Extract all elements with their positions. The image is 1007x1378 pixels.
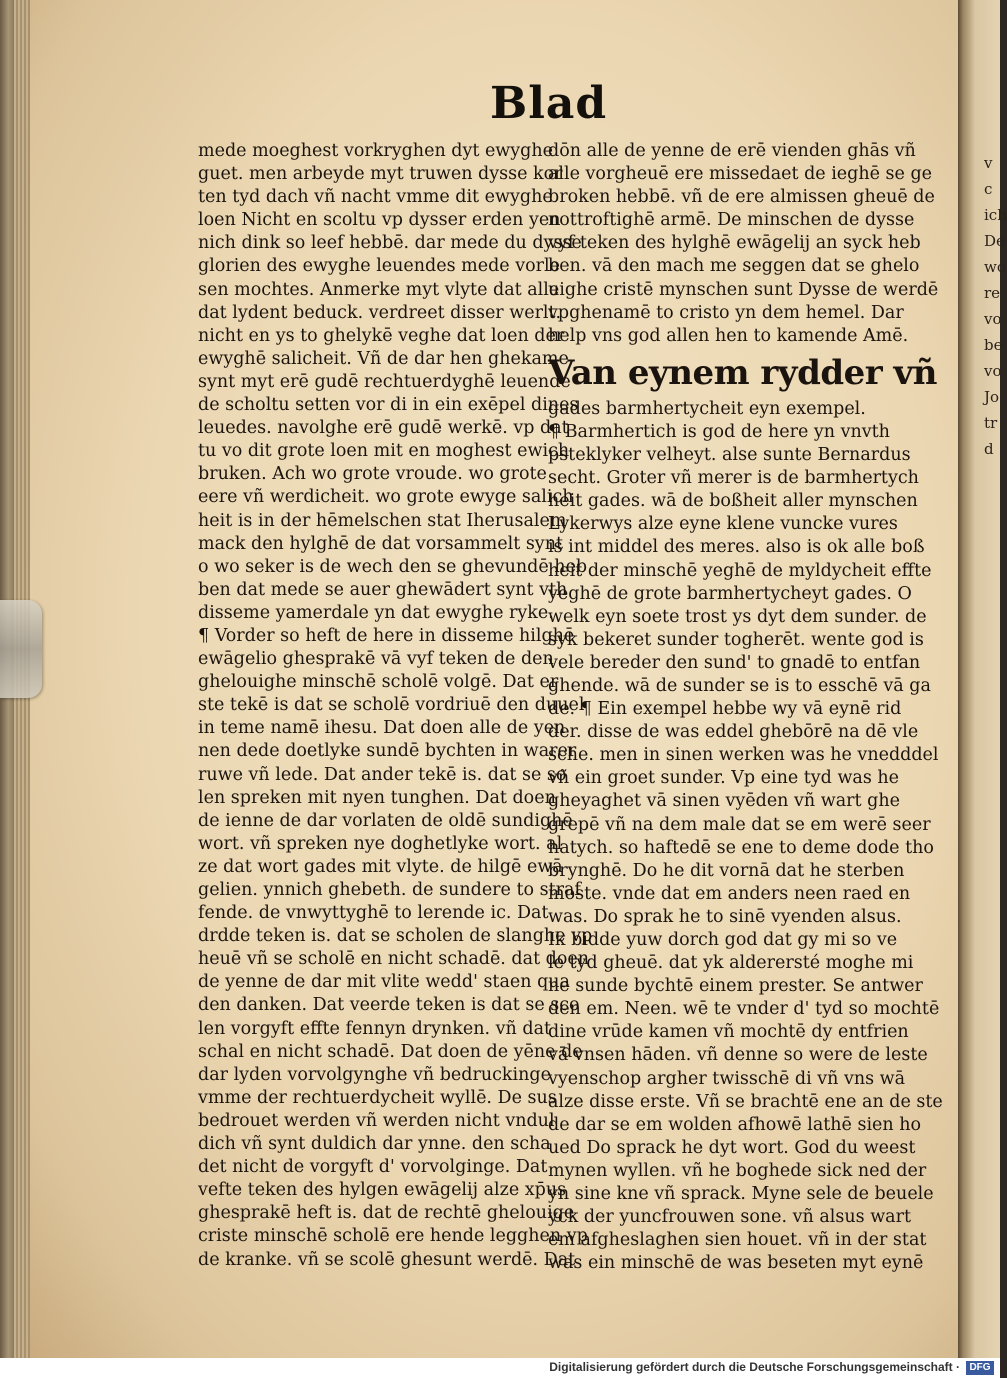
- text-line: hatych. so haftedē se ene to deme dode tho: [548, 837, 934, 858]
- text-line: ghelouighe minschē scholē volgē. Dat er: [198, 672, 559, 693]
- facing-text-fragment: be: [984, 336, 1003, 354]
- text-line: der. disse de was eddel ghebōrē na dē vle: [548, 722, 919, 743]
- text-line: bruken. Ach wo grote vroude. wo grote: [198, 464, 547, 485]
- text-line: den danken. Dat veerde teken is dat se sco: [198, 995, 580, 1016]
- facing-text-fragment: v: [984, 154, 993, 172]
- text-line: ten tyd dach vñ nacht vmme dit ewyghe: [198, 187, 553, 208]
- text-line: de kranke. vñ se scolē ghesunt werdē. Dat: [198, 1249, 576, 1270]
- text-line: ste tekē is dat se scholē vordriuē den duuel: [198, 695, 585, 716]
- text-line: gheyaghet vā sinen vyēden vñ wart ghe: [548, 791, 900, 812]
- text-line: len vorgyft effte fennyn drynken. vñ dat: [198, 1018, 552, 1039]
- text-line: ¶ Barmhertich is god de here yn vnvth: [548, 421, 890, 442]
- text-line: de. ¶ Ein exempel hebbe wy vā eynē rid: [548, 699, 902, 720]
- text-line: wort. vñ spreken nye doghetlyke wort. al: [198, 833, 563, 854]
- text-line: disseme yamerdale yn dat ewyghe ryke.: [198, 602, 554, 623]
- text-line: ued Do sprack he dyt wort. God du weest: [548, 1137, 916, 1158]
- right-column-top-text: [548, 140, 939, 348]
- text-line: was. Do sprak he to sinē vyenden alsus.: [548, 906, 902, 927]
- text-line: em afgheslaghen sien houet. vñ in der stat: [548, 1230, 927, 1251]
- text-line: ben. vā den mach me seggen dat se ghelo: [548, 256, 920, 277]
- text-line: gelien. ynnich ghebeth. de sundere to straf: [198, 880, 581, 900]
- text-line: heit gades. wā de boßheit aller mynschen: [548, 491, 918, 512]
- text-line: o wo seker is de wech den se ghevundē heb: [198, 556, 588, 577]
- text-line: sche. men in sinen werken was he vnedddel: [548, 745, 939, 766]
- left-text-column: [198, 140, 593, 1272]
- text-line: alze disse erste. Vñ se brachtē ene an de ste: [548, 1091, 943, 1112]
- text-line: de dar se em wolden afhowē lathē sien ho: [548, 1114, 922, 1135]
- text-line: ben dat mede se auer ghewādert synt vth: [198, 579, 568, 600]
- page-header: Blad: [490, 78, 608, 129]
- text-line: vmme der rechtuerdycheit wyllē. De sus: [198, 1087, 557, 1108]
- text-line: le tyd gheuē. dat yk alderersté moghe mi: [548, 953, 914, 974]
- text-line: vefte teken des hylgen ewāgelij alze xp̄us: [198, 1180, 567, 1201]
- text-line: ne sunde bychtē einem prester. Se antwer: [548, 976, 923, 997]
- right-text-column: [548, 140, 943, 1275]
- text-line: dōn alle de yenne de erē vienden ghās vñ: [548, 141, 916, 161]
- text-line: syk bekeret sunder togherēt. wente god is: [548, 629, 924, 650]
- facing-page-text: [984, 150, 1007, 462]
- facing-text-fragment: De: [984, 232, 1005, 250]
- text-line: yeghē de grote barmhertycheyt gades. O: [548, 583, 912, 604]
- text-line: yck der yuncfrouwen sone. vñ alsus wart: [548, 1207, 912, 1228]
- text-line: psteklyker velheyt. alse sunte Bernardus: [548, 445, 911, 466]
- text-line: broken hebbē. vñ de ere almissen gheuē de: [548, 187, 935, 208]
- text-line: vā vnsen hāden. vñ denne so were de leste: [548, 1045, 928, 1066]
- text-line: nottroftighē armē. De minschen de dysse: [548, 210, 915, 231]
- text-line: de ienne de dar vorlaten de oldē sundighē: [198, 810, 573, 831]
- text-line: brynghē. Do he dit vornā dat he sterben: [548, 860, 905, 881]
- text-line: vyenschop argher twisschē di vñ vns wā: [548, 1068, 906, 1089]
- text-line: dich vñ synt duldich dar ynne. den scha: [198, 1134, 551, 1155]
- text-line: nen dede doetlyke sundē bychten in warer: [198, 741, 577, 762]
- text-line: mede moeghest vorkryghen dyt ewyghe: [198, 141, 554, 161]
- text-line: vyf teken des hylghē ewāgelij an syck heb: [548, 233, 921, 254]
- text-line: ruwe vñ lede. Dat ander tekē is. dat se so: [198, 764, 567, 785]
- text-line: bedrouet werden vñ werden nicht vndul: [198, 1110, 555, 1131]
- text-line: Ik bidde yuw dorch god dat gy mi so ve: [548, 930, 898, 950]
- text-line: leuedes. navolghe erē gudē werkē. vp dat: [198, 418, 569, 439]
- facing-text-fragment: c: [984, 180, 993, 198]
- text-line: len spreken mit nyen tunghen. Dat doen: [198, 787, 556, 808]
- facing-text-fragment: re: [984, 284, 1001, 302]
- text-line: nich dink so leef hebbē. dar mede du dysse: [198, 233, 582, 254]
- text-line: loen Nicht en scoltu vp dysser erden yen: [198, 210, 561, 231]
- text-line: ¶ Vorder so heft de here in disseme hilghē: [198, 625, 575, 646]
- dfg-logo: DFG: [966, 1361, 994, 1375]
- text-line: welk eyn soete trost ys dyt dem sunder. de: [548, 606, 927, 627]
- text-line: is int middel des meres. also is ok alle boß: [548, 537, 925, 558]
- text-line: vpghenamē to cristo yn dem hemel. Dar: [548, 302, 904, 323]
- section-subheading: gades barmhertycheit eyn exempel.: [548, 398, 866, 419]
- facing-text-fragment: Jo: [984, 388, 1000, 406]
- text-line: fende. de vnwyttyghē to lerende ic. Dat: [198, 903, 549, 924]
- text-line: glorien des ewyghe leuendes mede vorle: [198, 256, 560, 277]
- footer-credit: Digitalisierung gefördert durch die Deutsche Forschungsgemeinschaft ·: [549, 1360, 960, 1374]
- page-clip: [0, 600, 42, 698]
- facing-text-fragment: ich: [984, 206, 1007, 224]
- facing-text-fragment: vo: [984, 310, 1002, 328]
- facing-text-fragment: wo: [984, 258, 1006, 276]
- text-line: was ein minschē de was beseten myt eynē: [548, 1253, 924, 1274]
- text-line: heit is in der hēmelschen stat Iherusalem: [198, 510, 567, 531]
- text-line: synt myt erē gudē rechtuerdyghē leuende: [198, 371, 571, 392]
- text-line: help vns god allen hen to kamende Amē.: [548, 325, 909, 346]
- text-line: secht. Groter vñ merer is de barmhertych: [548, 468, 919, 489]
- text-line: ghesprakē heft is. dat de rechtē ghelouige: [198, 1203, 575, 1224]
- text-line: moste. vnde dat em anders neen raed en: [548, 883, 911, 904]
- section-heading: Van eynem rydder vñ: [548, 352, 937, 393]
- text-line: den em. Neen. wē te vnder d' tyd so mochtē: [548, 999, 940, 1020]
- text-line: alle vorgheuē ere missedaet de ieghē se ge: [548, 164, 933, 185]
- text-line: Lykerwys alze eyne klene vuncke vures: [548, 514, 898, 535]
- text-line: in teme namē ihesu. Dat doen alle de yen: [198, 718, 566, 739]
- facing-text-fragment: vo: [984, 362, 1002, 380]
- text-line: heit der minschē yeghē de myldycheit effte: [548, 560, 932, 581]
- text-line: nicht en ys to ghelykē veghe dat loen der: [198, 325, 565, 346]
- text-line: criste minschē scholē ere hende legghen vp: [198, 1226, 588, 1247]
- text-line: ze dat wort gades mit vlyte. de hilgē ewā: [198, 856, 563, 877]
- facing-text-fragment: d: [984, 440, 994, 458]
- text-line: grepē vñ na dem male dat se em werē seer: [548, 814, 931, 835]
- text-line: drdde teken is. dat se scholen de slanghe vp: [198, 926, 593, 947]
- text-line: tu vo dit grote loen mit en moghest ewich: [198, 441, 570, 462]
- text-line: mack den hylghē de dat vorsammelt synt: [198, 533, 563, 554]
- text-line: dine vrūde kamen vñ mochtē dy entfrien: [548, 1022, 909, 1043]
- text-line: vele bereder den sund' to gnadē to entfan: [548, 652, 921, 673]
- text-line: de scholtu setten vor di in ein exēpel dines: [198, 395, 579, 416]
- text-line: yn sine kne vñ sprack. Myne sele de beuele: [548, 1184, 934, 1205]
- right-column-body-text: [548, 421, 943, 1275]
- text-line: ghende. wā de sunder se is to esschē vā ga: [548, 675, 931, 696]
- text-line: heuē vñ se scholē en nicht schadē. dat doen: [198, 949, 590, 970]
- text-line: sen mochtes. Anmerke myt vlyte dat alle: [198, 279, 560, 300]
- text-line: ewāgelio ghesprakē vā vyf teken de den: [198, 649, 554, 670]
- text-line: ewyghē salicheit. Vñ de dar hen ghekame: [198, 348, 569, 369]
- facing-text-fragment: tr: [984, 414, 998, 432]
- text-line: vñ ein groet sunder. Vp eine tyd was he: [548, 768, 900, 789]
- digitization-footer: [0, 1358, 1000, 1378]
- text-line: de yenne de dar mit vlite wedd' staen qua: [198, 972, 570, 993]
- text-line: dat lydent beduck. verdreet disser werlt.: [198, 302, 562, 323]
- text-line: schal en nicht schadē. Dat doen de yēne de: [198, 1041, 583, 1062]
- text-line: uighe cristē mynschen sunt Dysse de werdē: [548, 279, 939, 300]
- text-line: dar lyden vorvolgynghe vñ bedruckinge: [198, 1064, 551, 1085]
- text-line: eere vñ werdicheit. wo grote ewyge salich: [198, 487, 574, 508]
- text-line: guet. men arbeyde myt truwen dysse kor: [198, 164, 563, 185]
- text-line: mynen wyllen. vñ he boghede sick ned der: [548, 1160, 927, 1181]
- text-line: det nicht de vorgyft d' vorvolginge. Dat: [198, 1157, 548, 1178]
